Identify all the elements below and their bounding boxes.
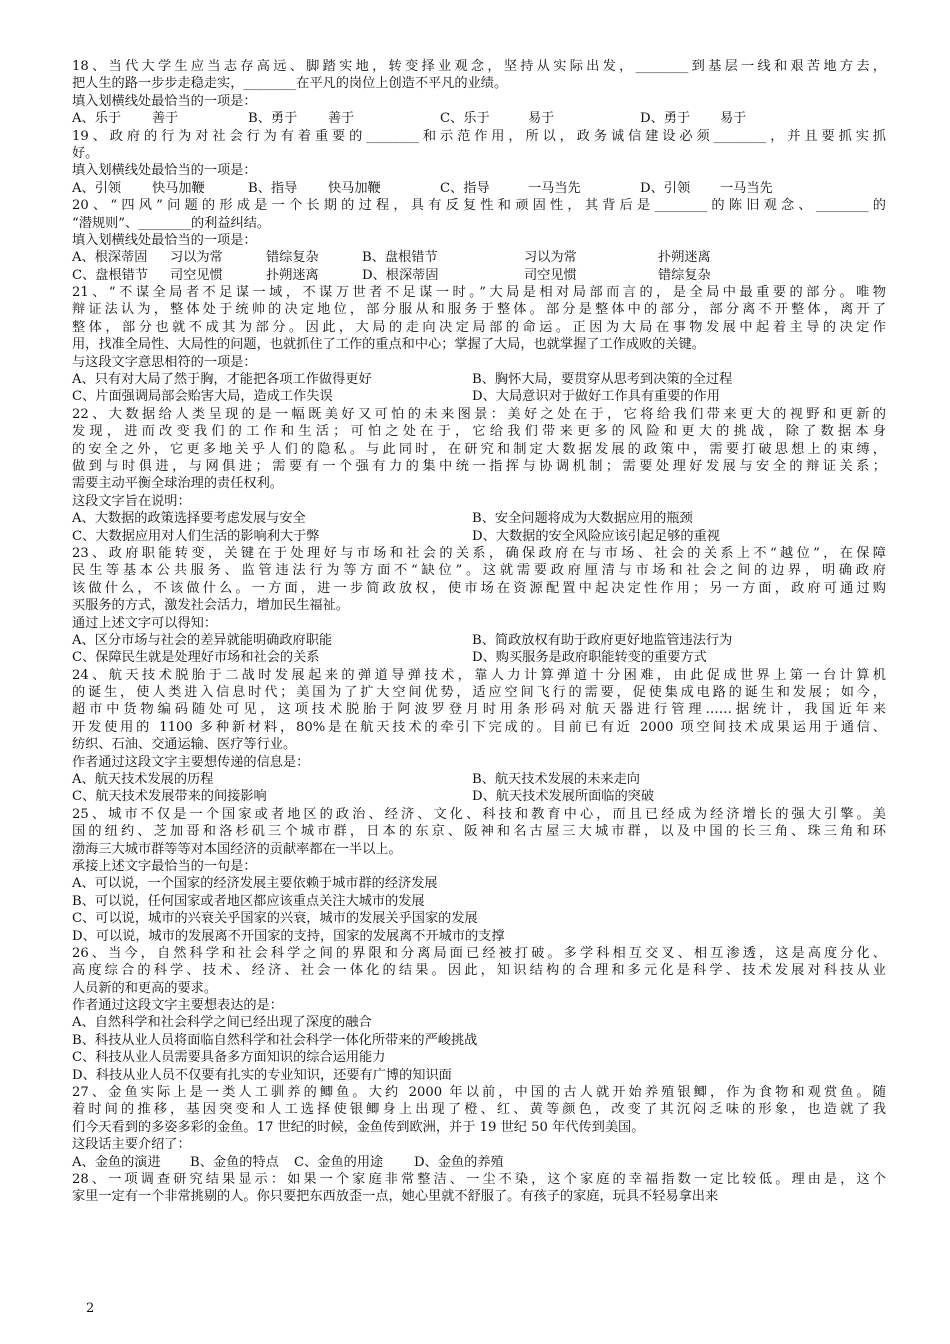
option-row — [72, 875, 886, 892]
question-text-line: 24、航天技术脱胎于二战时发展起来的弹道导弹技术，靠人力计算弹道十分困难，由此促成世界上第一台计算机 — [72, 667, 886, 683]
question-text-line: 26、当今，自然科学和社会科学之间的界限和分离局面已经被打破。多学科相互交叉、相互渗透，这是高度分化、 — [72, 945, 886, 961]
option-text[interactable]: B、航天技术发展的未来走向 — [472, 772, 640, 788]
option-text[interactable]: B、盘根错节 — [362, 250, 438, 266]
option-text[interactable]: B、简政放权有助于政府更好地监管违法行为 — [472, 632, 733, 648]
option-row — [72, 371, 886, 388]
option-text[interactable]: D、航天技术发展所面临的突破 — [472, 789, 655, 805]
option-row — [72, 928, 886, 945]
question-text-line: 高度综合的科学、技术、经济、社会一体化的结果。因此，知识结构的合理和多元化是科学、技术发展对科技从业 — [72, 963, 886, 979]
question-prompt: 这段话主要介绍了： — [72, 1137, 191, 1153]
option-text[interactable]: A、大数据的政策选择要考虑发展与安全 — [72, 511, 306, 527]
option-text[interactable]: B、科技从业人员将面临自然科学和社会科学一体化所带来的严峻挑战 — [72, 1032, 478, 1048]
question-text-line: 该做什么，不该做什么。一方面，进一步简政放权，使市场在资源配置中起决定性作用；另一方面，政府可通过购 — [72, 580, 886, 596]
question-prompt: 与这段文字意思相符的一项是： — [72, 354, 257, 370]
question-text-line: 整体，部分也就不成其为部分。因此，大局的走向决定局部的命运。正因为大局在事物发展中起着主导的决定作 — [72, 319, 886, 335]
option-text[interactable]: D、大数据的安全风险应该引起足够的重视 — [472, 528, 720, 544]
option-row — [72, 267, 886, 284]
option-text[interactable]: D、科技从业人员不仅要有扎实的专业知识，还要有广博的知识面 — [72, 1067, 452, 1083]
question-prompt: 作者通过这段文字主要想传递的信息是： — [72, 754, 310, 770]
question-text-line: 22、大数据给人类呈现的是一幅既美好又可怕的未来图景：美好之处在于，它将给我们带来更大的视野和更新的 — [72, 406, 886, 422]
option-text[interactable]: D、大局意识对于做好工作具有重要的作用 — [472, 389, 720, 405]
option-row — [72, 110, 886, 127]
option-row — [72, 180, 886, 197]
option-text[interactable]: A、乐于 — [72, 111, 122, 127]
option-text[interactable]: C、指导 — [440, 180, 490, 196]
option-text[interactable]: D、引领 — [640, 180, 691, 196]
option-text[interactable]: 习以为常 — [170, 250, 223, 266]
option-row — [72, 510, 886, 527]
option-row — [72, 1014, 886, 1031]
option-text[interactable]: B、胸怀大局，要贯穿从思考到决策的全过程 — [472, 372, 733, 388]
question-block — [72, 197, 886, 284]
question-text-line: 27、金鱼实际上是一类人工驯养的鲫鱼。大约 2000 年以前，中国的古人就开始养殖银鲫，作为食物和观赏鱼。随 — [72, 1085, 886, 1101]
option-row — [72, 632, 886, 649]
option-text[interactable]: D、可以说，城市的发展离不开国家的支持，国家的发展离不开城市的支撑 — [72, 928, 505, 944]
question-text-line: 18、当代大学生应当志存高远、脚踏实地，转变择业观念，坚持从实际出发，________到基层一线和艰苦地方去， — [72, 59, 886, 74]
question-block — [72, 1171, 886, 1206]
question-text-line: 21、“不谋全局者不足谋一域，不谋万世者不足谋一时。”大局是相对局部而言的，是全局中最重要的部分。唯物 — [72, 285, 886, 301]
option-row — [72, 893, 886, 910]
question-text-line: 的诞生，使人类进入信息时代；美国为了扩大空间优势，适应空间飞行的需要，促使集成电路的诞生和发展；如今， — [72, 685, 886, 701]
question-text-line: 需要主动平衡全球治理的责任权利。 — [72, 476, 283, 492]
question-text-line: 渤海三大城市群等等对本国经济的贡献率都在一半以上。 — [72, 841, 402, 857]
option-row — [72, 788, 886, 805]
option-row — [72, 1032, 886, 1049]
question-text-line: 着时间的推移，基因突变和人工选择使银鲫身上出现了橙、红、黄等颜色，改变了其沉闷乏味的形象，也造就了我 — [72, 1102, 886, 1118]
question-text-line: 开发使用的 1100 多种新材料，80%是在航天技术的牵引下完成的。目前已有近 2000 项空间技术成果运用于通信、 — [72, 719, 886, 735]
option-text[interactable]: 易于 — [528, 111, 555, 127]
option-text[interactable]: B、指导 — [248, 180, 298, 196]
option-row — [72, 1049, 886, 1066]
question-text-line: 辩证法认为，整体处于统帅的决定地位，部分服从和服务于整体。部分是整体中的部分，部分离不开整体，离开了 — [72, 302, 886, 318]
option-text[interactable]: B、勇于 — [248, 111, 298, 127]
question-text-line: 家里一定有一个非常挑剔的人。你只要把东西放歪一点，她心里就不舒服了。有孩子的家庭，玩具不轻易拿出来 — [72, 1189, 719, 1205]
option-text[interactable]: 善于 — [152, 111, 179, 127]
question-prompt: 填入划横线处最恰当的一项是： — [72, 163, 257, 179]
question-text-line: 人员新的和更高的要求。 — [72, 980, 218, 996]
question-text-line: 做到与时俱进，与网俱进；需要有一个强有力的集中统一指挥与协调机制；需要处理好发展与安全的辩证关系； — [72, 458, 886, 474]
option-row — [72, 910, 886, 927]
option-text[interactable]: D、根深蒂固 — [362, 267, 439, 283]
option-text[interactable]: 一马当先 — [720, 180, 773, 196]
question-text-line: 用，找准全局性、大局性的问题，也就抓住了工作的重点和中心；掌握了大局，也就掌握了工作成败的关键。 — [72, 337, 705, 353]
option-text[interactable]: 错综复杂 — [266, 250, 319, 266]
option-text[interactable]: B、金鱼的特点 — [190, 1154, 279, 1170]
question-text-line: 们今天看到的多姿多彩的金鱼。17 世纪的时候，金鱼传到欧洲，并于 19 世纪 50 年代传到美国。 — [72, 1119, 645, 1135]
option-text[interactable]: A、航天技术发展的历程 — [72, 772, 214, 788]
question-prompt: 通过上述文字可以得知： — [72, 615, 218, 631]
question-text-line: 的安全之外，它更多地关乎人们的隐私。与此同时，在研究和制定大数据发展的政策中，需要打破思想上的束缚， — [72, 441, 886, 457]
option-text[interactable]: A、区分市场与社会的差异就能明确政府职能 — [72, 632, 333, 648]
option-text[interactable]: C、乐于 — [440, 111, 490, 127]
option-row — [72, 649, 886, 666]
option-text[interactable]: A、可以说，一个国家的经济发展主要依赖于城市群的经济发展 — [72, 876, 438, 892]
option-text[interactable]: 一马当先 — [528, 180, 581, 196]
question-block — [72, 284, 886, 406]
option-text[interactable]: 扑朔迷离 — [658, 250, 711, 266]
option-text[interactable]: C、大数据应用对人们生活的影响利大于弊 — [72, 528, 320, 544]
question-text-line: 23、政府职能转变，关键在于处理好与市场和社会的关系，确保政府在与市场、社会的关系上不“越位”，在保障 — [72, 545, 886, 561]
option-text[interactable]: A、自然科学和社会科学之间已经出现了深度的融合 — [72, 1015, 372, 1031]
question-block — [72, 58, 886, 128]
option-text[interactable]: C、盘根错节 — [72, 267, 149, 283]
option-text[interactable]: 扑朔迷离 — [266, 267, 319, 283]
option-row — [72, 249, 886, 266]
option-text[interactable]: D、勇于 — [640, 111, 691, 127]
question-text-line: 19、政府的行为对社会行为有着重要的________和示范作用，所以，政务诚信建设必须________，并且要抓实抓 — [72, 128, 886, 144]
question-list — [72, 58, 886, 1206]
option-text[interactable]: 快马加鞭 — [328, 180, 381, 196]
question-block — [72, 128, 886, 198]
option-row — [72, 771, 886, 788]
option-text[interactable]: C、保障民生就是处理好市场和社会的关系 — [72, 650, 320, 666]
question-block — [72, 406, 886, 545]
option-text[interactable]: 易于 — [720, 111, 747, 127]
question-text-line: 好。 — [72, 145, 99, 161]
question-text-line: 28、一项调查研究结果显示：如果一个家庭非常整洁、一尘不染，这个家庭的幸福指数一定比较低。理由是，这个 — [72, 1172, 886, 1187]
option-text[interactable]: A、根深蒂固 — [72, 250, 148, 266]
question-text-line: “潜规则”、________的利益纠结。 — [72, 215, 271, 231]
option-row — [72, 528, 886, 545]
option-text[interactable]: B、可以说，任何国家或者地区都应该重点关注大城市的发展 — [72, 893, 425, 909]
question-prompt: 填入划横线处最恰当的一项是： — [72, 93, 257, 109]
option-text[interactable]: D、金鱼的养殖 — [414, 1154, 504, 1170]
question-prompt: 承接上述文字最恰当的一句是： — [72, 858, 257, 874]
option-text[interactable]: A、只有对大局了然于胸，才能把各项工作做得更好 — [72, 372, 372, 388]
question-text-line: 买服务的方式，激发社会活力，增加民生福祉。 — [72, 598, 349, 614]
question-text-line: 超市中货物编码随处可见，这项技术脱胎于阿波罗登月时用条形码对航天器进行管理……据统计，我国近年来 — [72, 702, 886, 718]
option-text[interactable]: A、引领 — [72, 180, 122, 196]
option-text[interactable]: 快马加鞭 — [152, 180, 205, 196]
option-text[interactable]: C、可以说，城市的兴衰关乎国家的兴衰，城市的发展关乎国家的发展 — [72, 911, 478, 927]
question-text-line: 把人生的路一步步走稳走实，________在平凡的岗位上创造不平凡的业绩。 — [72, 76, 508, 92]
question-block — [72, 945, 886, 1084]
question-block — [72, 545, 886, 667]
question-text-line: 25、城市不仅是一个国家或者地区的政治、经济、文化、科技和教育中心，而且已经成为经济增长的强大引擎。美 — [72, 806, 886, 822]
option-text[interactable]: A、金鱼的演进 — [72, 1154, 161, 1170]
question-block — [72, 667, 886, 806]
question-block — [72, 806, 886, 945]
option-text[interactable]: 司空见惯 — [524, 267, 577, 283]
option-row — [72, 1154, 886, 1171]
question-text-line: 发现，进而改变我们的工作和生活；可怕之处在于，它给我们带来更多的风险和更大的挑战，除了数据本身 — [72, 424, 886, 440]
option-text[interactable]: 司空见惯 — [170, 267, 223, 283]
option-text[interactable]: D、购买服务是政府职能转变的重要方式 — [472, 650, 707, 666]
option-text[interactable]: C、航天技术发展带来的间接影响 — [72, 789, 267, 805]
option-text[interactable]: C、片面强调局部会贻害大局，造成工作失误 — [72, 389, 333, 405]
option-text[interactable]: 习以为常 — [524, 250, 577, 266]
option-text[interactable]: C、金鱼的用途 — [294, 1154, 384, 1170]
question-text-line: 20、“四风”问题的形成是一个长期的过程，具有反复性和顽固性，其背后是________的陈旧观念、________的 — [72, 198, 886, 214]
question-prompt: 作者通过这段文字主要想表达的是： — [72, 998, 283, 1014]
question-text-line: 民生等基本公共服务、监管违法行为等方面不“缺位”。这就需要政府厘清与市场和社会之间的边界，明确政府 — [72, 563, 886, 579]
option-text[interactable]: 善于 — [328, 111, 355, 127]
option-row — [72, 388, 886, 405]
option-text[interactable]: 错综复杂 — [658, 267, 711, 283]
option-text[interactable]: C、科技从业人员需要具备多方面知识的综合运用能力 — [72, 1050, 386, 1066]
question-prompt: 这段文字旨在说明： — [72, 493, 191, 509]
option-row — [72, 1067, 886, 1084]
question-prompt: 填入划横线处最恰当的一项是： — [72, 232, 257, 248]
question-block — [72, 1084, 886, 1171]
question-text-line: 国的纽约、芝加哥和洛杉矶三个城市群，日本的东京、阪神和名古屋三大城市群，以及中国的长三角、珠三角和环 — [72, 824, 886, 840]
option-text[interactable]: B、安全问题将成为大数据应用的瓶颈 — [472, 511, 693, 527]
question-text-line: 纺织、石油、交通运输、医疗等行业。 — [72, 737, 297, 753]
page-number: 2 — [86, 1301, 95, 1316]
